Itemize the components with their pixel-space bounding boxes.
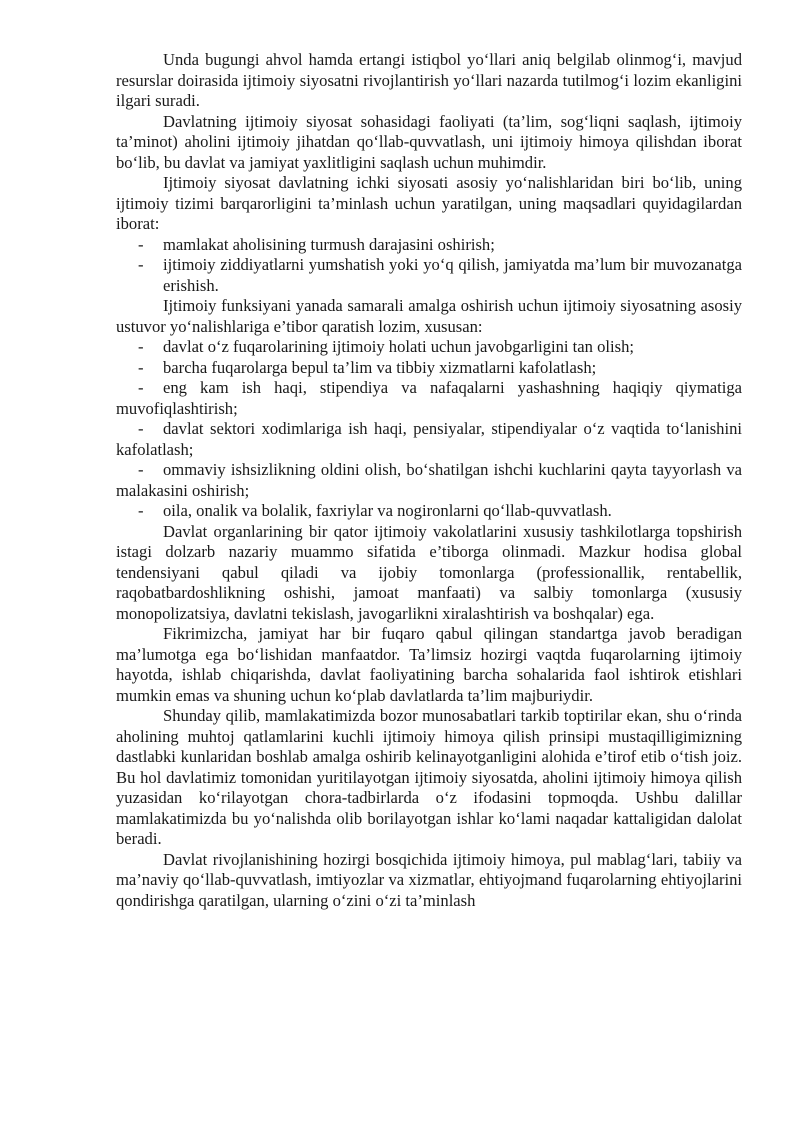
list-item-text: eng kam ish haqi, stipendiya va nafaqalarni yashashning haqiqiy qiymatiga muvofiqlashtirish; bbox=[116, 378, 742, 418]
paragraph: Fikrimizcha, jamiyat har bir fuqaro qabul qilingan standartga javob beradigan ma’lumotga ega bo‘lishidan manfaatdor. Ta’limsiz hozirgi vaqtda fuqarolarning ijtimoiy hayotda, ishlab chiqarishda, davlat faoliyatining barcha sohalarida faol ishtirok etishlari mumkin emas va shuning uchun ko‘plab davlatlarda ta’lim majburiydir. bbox=[116, 624, 742, 705]
paragraph: Ijtimoiy siyosat davlatning ichki siyosati asosiy yo‘nalishlaridan biri bo‘lib, uning ijtimoiy tizimi barqarorligini ta’minlash uchun yaratilgan, uning maqsadlari quyidagilardan iborat: bbox=[116, 173, 742, 233]
list-dash: - bbox=[138, 419, 144, 438]
list-item bbox=[116, 378, 742, 419]
paragraph: Ijtimoiy funksiyani yanada samarali amalga oshirish uchun ijtimoiy siyosatning asosiy ustuvor yo‘nalishlariga e’tibor qaratish lozim, xususan: bbox=[116, 296, 742, 336]
list-dash: - bbox=[138, 234, 144, 254]
paragraph: Davlat rivojlanishining hozirgi bosqichida ijtimoiy himoya, pul mablag‘lari, tabiiy va ma’naviy qo‘llab-quvvatlash, imtiyozlar va xizmatlar, ehtiyojmand fuqarolarning ehtiyojlarini qondirishga qaratilgan, ularning o‘zini o‘zi ta’minlash bbox=[116, 849, 742, 910]
list-item-text: ijtimoiy ziddiyatlarni yumshatish yoki yo‘q qilish, jamiyatda ma’lum bir muvozanatga erishish. bbox=[163, 255, 742, 295]
document-page bbox=[116, 50, 742, 911]
list-dash: - bbox=[138, 255, 144, 274]
list-dash: - bbox=[138, 501, 144, 520]
list-item-text: barcha fuqarolarga bepul ta’lim va tibbiy xizmatlarni kafolatlash; bbox=[163, 357, 597, 377]
list-item-text: davlat sektori xodimlariga ish haqi, pensiyalar, stipendiyalar o‘z vaqtida to‘lanishini kafolatlash; bbox=[116, 419, 742, 459]
list-item bbox=[116, 501, 742, 522]
list-item bbox=[116, 419, 742, 460]
list-item bbox=[116, 460, 742, 501]
paragraph: Unda bugungi ahvol hamda ertangi istiqbol yo‘llari aniq belgilab olinmog‘i, mavjud resurslar doirasida ijtimoiy siyosatni rivojlantirish yo‘llari nazarda tutilmog‘i lozim ekanligini ilgari suradi. bbox=[116, 50, 742, 110]
list-item bbox=[116, 358, 742, 379]
list-dash: - bbox=[138, 337, 144, 356]
list-dash: - bbox=[138, 460, 144, 479]
list-item bbox=[116, 255, 742, 296]
list-item bbox=[116, 337, 742, 358]
list-item bbox=[116, 235, 742, 256]
list-item-text: davlat o‘z fuqarolarining ijtimoiy holati uchun javobgarligini tan olish; bbox=[163, 337, 634, 356]
list-item-text: mamlakat aholisining turmush darajasini oshirish; bbox=[163, 234, 495, 254]
paragraph: Davlat organlarining bir qator ijtimoiy vakolatlarini xususiy tashkilotlarga topshirish istagi dolzarb nazariy muammo sifatida e’tiborga olinmadi. Mazkur hodisa global tendensiyani qabul qiladi va ijobiy tomonlarga (professionallik, rentabellik, raqobatbardoshlikning oshishi, jamoat manfaati) va salbiy tomonlarga (xususiy monopolizatsiya, davlatni tekislash, javogarlikni xiralashtirish va boshqalar) ega. bbox=[116, 521, 742, 623]
paragraph: Davlatning ijtimoiy siyosat sohasidagi faoliyati (ta’lim, sog‘liqni saqlash, ijtimoiy ta’minot) aholini ijtimoiy jihatdan qo‘llab-quvvatlash, uni ijtimoiy himoya qilishdan iborat bo‘lib, bu davlat va jamiyat yaxlitligini saqlash uchun muhimdir. bbox=[116, 111, 742, 172]
list-dash: - bbox=[138, 378, 144, 397]
paragraph: Shunday qilib, mamlakatimizda bozor munosabatlari tarkib toptirilar ekan, shu o‘rinda aholining muhtoj qatlamlarini kuchli ijtimoiy himoya qilish prinsipi mustaqilligimizning dastlabki kunlaridan boshlab amalga oshirib kelinayotganligini alohida e’tirof etib o‘tish joiz. Bu hol davlatimiz tomonidan yuritilayotgan ijtimoiy siyosatda, aholini ijtimoiy himoya qilish yuzasidan ko‘rilayotgan chora-tadbirlarda o‘z ifodasini topmoqda. Ushbu dalillar mamlakatimizda bu yo‘nalishda olib borilayotgan ishlar ko‘lami naqadar kattaligidan dalolat beradi. bbox=[116, 706, 742, 848]
list-item-text: ommaviy ishsizlikning oldini olish, bo‘shatilgan ishchi kuchlarini qayta tayyorlash va malakasini oshirish; bbox=[116, 460, 742, 500]
list-dash: - bbox=[138, 357, 144, 377]
list-item-text: oila, onalik va bolalik, faxriylar va nogironlarni qo‘llab-quvvatlash. bbox=[163, 501, 612, 520]
